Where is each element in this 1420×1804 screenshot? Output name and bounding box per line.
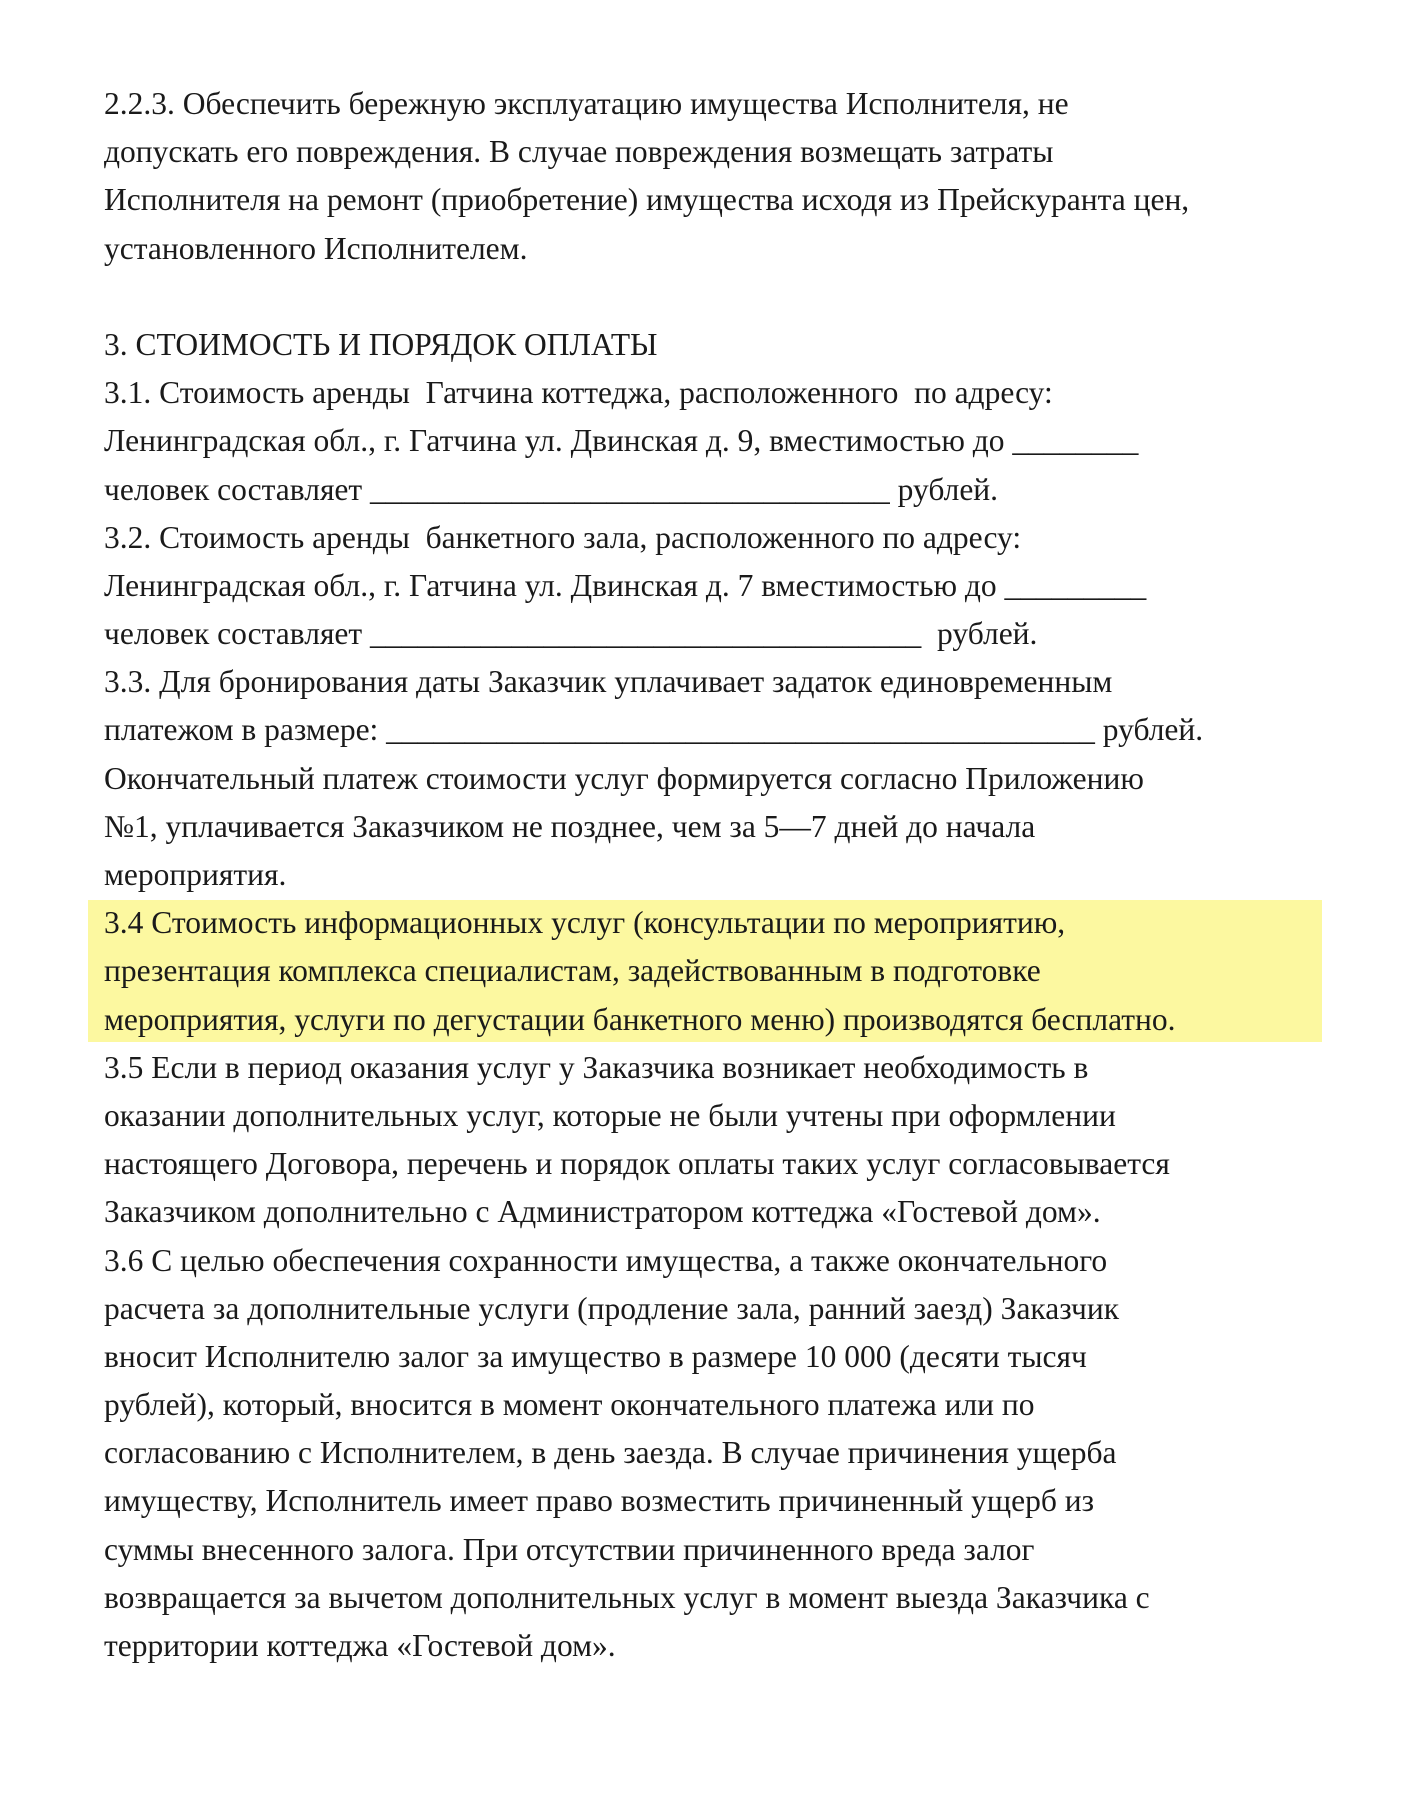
text-line: 3.4 Стоимость информационных услуг (консультации по мероприятию, [104, 905, 1066, 941]
text-line: 3.1. Стоимость аренды Гатчина коттеджа, расположенного по адресу: [104, 375, 1053, 411]
text-line: Заказчиком дополнительно с Администратором коттеджа «Гостевой дом». [104, 1194, 1101, 1230]
text-line: согласованию с Исполнителем, в день заезда. В случае причинения ущерба [104, 1435, 1117, 1471]
text-line: 3.3. Для бронирования даты Заказчик уплачивает задаток единовременным [104, 664, 1113, 700]
text-line: настоящего Договора, перечень и порядок оплаты таких услуг согласовывается [104, 1146, 1170, 1182]
clause-3-3 [104, 658, 1354, 899]
text-line: имуществу, Исполнитель имеет право возместить причиненный ущерб из [104, 1483, 1095, 1519]
text-line: расчета за дополнительные услуги (продление зала, ранний заезд) Заказчик [104, 1290, 1120, 1326]
text-line: мероприятия. [104, 857, 287, 892]
text-line: мероприятия, услуги по дегустации банкетного меню) производятся бесплатно. [104, 1001, 1176, 1037]
text-line: территории коттеджа «Гостевой дом». [104, 1628, 616, 1663]
clause-3-6 [104, 1237, 1354, 1671]
text-line: оказании дополнительных услуг, которые не были учтены при оформлении [104, 1097, 1116, 1133]
text-line: 2.2.3. Обеспечить бережную эксплуатацию имущества Исполнителя, не [104, 86, 1069, 121]
text-line: человек составляет ___________________________________ рублей. [104, 616, 1038, 652]
clause-3-5 [104, 1044, 1354, 1237]
text-line: человек составляет _________________________________ рублей. [104, 471, 999, 507]
text-line: возвращается за вычетом дополнительных услуг в момент выезда Заказчика с [104, 1579, 1150, 1615]
document-text [104, 80, 1354, 1670]
text-line: рублей), который, вносится в момент окончательного платежа или по [104, 1387, 1035, 1423]
text-line: установленного Исполнителем. [104, 230, 528, 266]
text-line: платежом в размере: _____________________________________________ рублей. [104, 712, 1204, 748]
text-line: суммы внесенного залога. При отсутствии причиненного вреда залог [104, 1531, 1035, 1567]
text-line: вносит Исполнителю залог за имущество в размере 10 000 (десяти тысяч [104, 1338, 1087, 1374]
clause-3-4 [104, 899, 1354, 1044]
text-line: Ленинградская обл., г. Гатчина ул. Двинская д. 7 вместимостью до _________ [104, 567, 1147, 603]
clause-3-1 [104, 369, 1354, 514]
text-line: №1, уплачивается Заказчиком не позднее, чем за 5—7 дней до начала [104, 808, 1036, 844]
clause-3-2 [104, 514, 1354, 659]
text-line: 3.6 С целью обеспечения сохранности имущества, а также окончательного [104, 1242, 1108, 1278]
text-line: презентация комплекса специалистам, задействованным в подготовке [104, 953, 1041, 989]
clause-2-2-3 [104, 80, 1354, 273]
text-line: Окончательный платеж стоимости услуг формируется согласно Приложению [104, 760, 1144, 796]
section-heading: 3. СТОИМОСТЬ И ПОРЯДОК ОПЛАТЫ [104, 326, 658, 362]
paragraph-spacer [104, 273, 1354, 321]
text-line: 3.5 Если в период оказания услуг у Заказчика возникает необходимость в [104, 1049, 1089, 1085]
text-line: Ленинградская обл., г. Гатчина ул. Двинская д. 9, вместимостью до ________ [104, 423, 1139, 459]
text-line: допускать его повреждения. В случае повреждения возмещать затраты [104, 134, 1054, 170]
text-line: Исполнителя на ремонт (приобретение) имущества исходя из Прейскуранта цен, [104, 182, 1190, 218]
text-line: 3.2. Стоимость аренды банкетного зала, расположенного по адресу: [104, 519, 1022, 555]
